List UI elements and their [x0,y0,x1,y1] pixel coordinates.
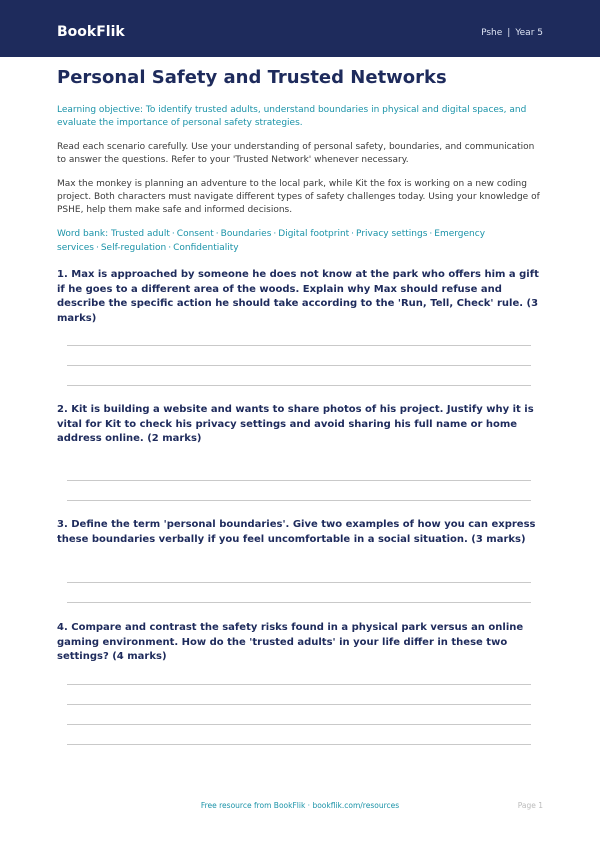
word-bank-separator: · [429,229,433,239]
answer-line[interactable] [67,365,531,366]
word-bank-separator: · [273,229,277,239]
answer-line[interactable] [67,724,531,725]
word-bank-item: Trusted adult [111,229,170,239]
word-bank-item: Emergency services [57,229,486,253]
footer-credit[interactable]: Free resource from BookFlik · bookflik.com/resources [200,801,400,810]
answer-line[interactable] [67,704,531,705]
instructions: Read each scenario carefully. Use your understanding of personal safety, boundaries, and communication to answer the questions. Refer to your 'Trusted Network' whenever necessary. [57,142,535,165]
learning-objective: Learning objective: To identify trusted adults, understand boundaries in physical and digital spaces, and evaluate the importance of personal safety strategies. [57,105,527,128]
answer-line[interactable] [67,582,531,583]
page-header [0,0,600,57]
question-4: 4. Compare and contrast the safety risks found in a physical park versus an online gaming environment. How do the 'trusted adults' in your life differ in these two settings? (4 marks) [57,622,524,662]
word-bank-item: Self-regulation [100,242,167,253]
word-bank-item: Privacy settings [356,229,428,239]
answer-line[interactable] [67,500,531,501]
word-bank-separator: · [215,229,219,239]
answer-line[interactable] [67,602,531,603]
word-bank-separator: · [95,242,99,253]
subject-label: Pshe [481,28,503,38]
scenario-text: Max the monkey is planning an adventure to the local park, while Kit the fox is working on a new coding project. Both characters must navigate different types of safety challenges today. Using your knowledge of PSHE, help them make safe and informed decisions. [57,179,540,215]
word-bank-item: Boundaries [220,229,272,239]
word-bank [57,228,543,255]
answer-line[interactable] [67,345,531,346]
question-3: 3. Define the term 'personal boundaries'. Give two examples of how you can express these boundaries verbally if you feel uncomfortable in a social situation. (3 marks) [57,519,536,545]
word-bank-separator: · [351,229,355,239]
year-label: Year 5 [515,28,543,38]
page-title: Personal Safety and Trusted Networks [57,67,447,88]
answer-line[interactable] [67,744,531,745]
question-2: 2. Kit is building a website and wants to share photos of his project. Justify why it is vital for Kit to check his privacy settings and avoid sharing his full name or home address online. (2 marks) [57,404,534,444]
word-bank-separator: · [171,229,175,239]
answer-line[interactable] [67,684,531,685]
word-bank-item: Consent [176,229,214,239]
meta-separator: | [507,28,511,38]
word-bank-prefix: Word bank: [57,229,109,239]
word-bank-separator: · [168,242,172,253]
subject-year-label [481,28,543,38]
answer-line[interactable] [67,385,531,386]
word-bank-item: Confidentiality [173,242,239,253]
word-bank-item: Digital footprint [278,229,350,239]
answer-line[interactable] [67,480,531,481]
brand-logo[interactable]: BookFlik [57,24,125,40]
page-number: Page 1 [517,801,543,810]
worksheet-body [57,64,543,255]
question-1: 1. Max is approached by someone he does not know at the park who offers him a gift if he goes to a different area of the woods. Explain why Max should refuse and describe the specific action he should take according to the 'Run, Tell, Check' rule. (3 marks) [57,269,539,324]
